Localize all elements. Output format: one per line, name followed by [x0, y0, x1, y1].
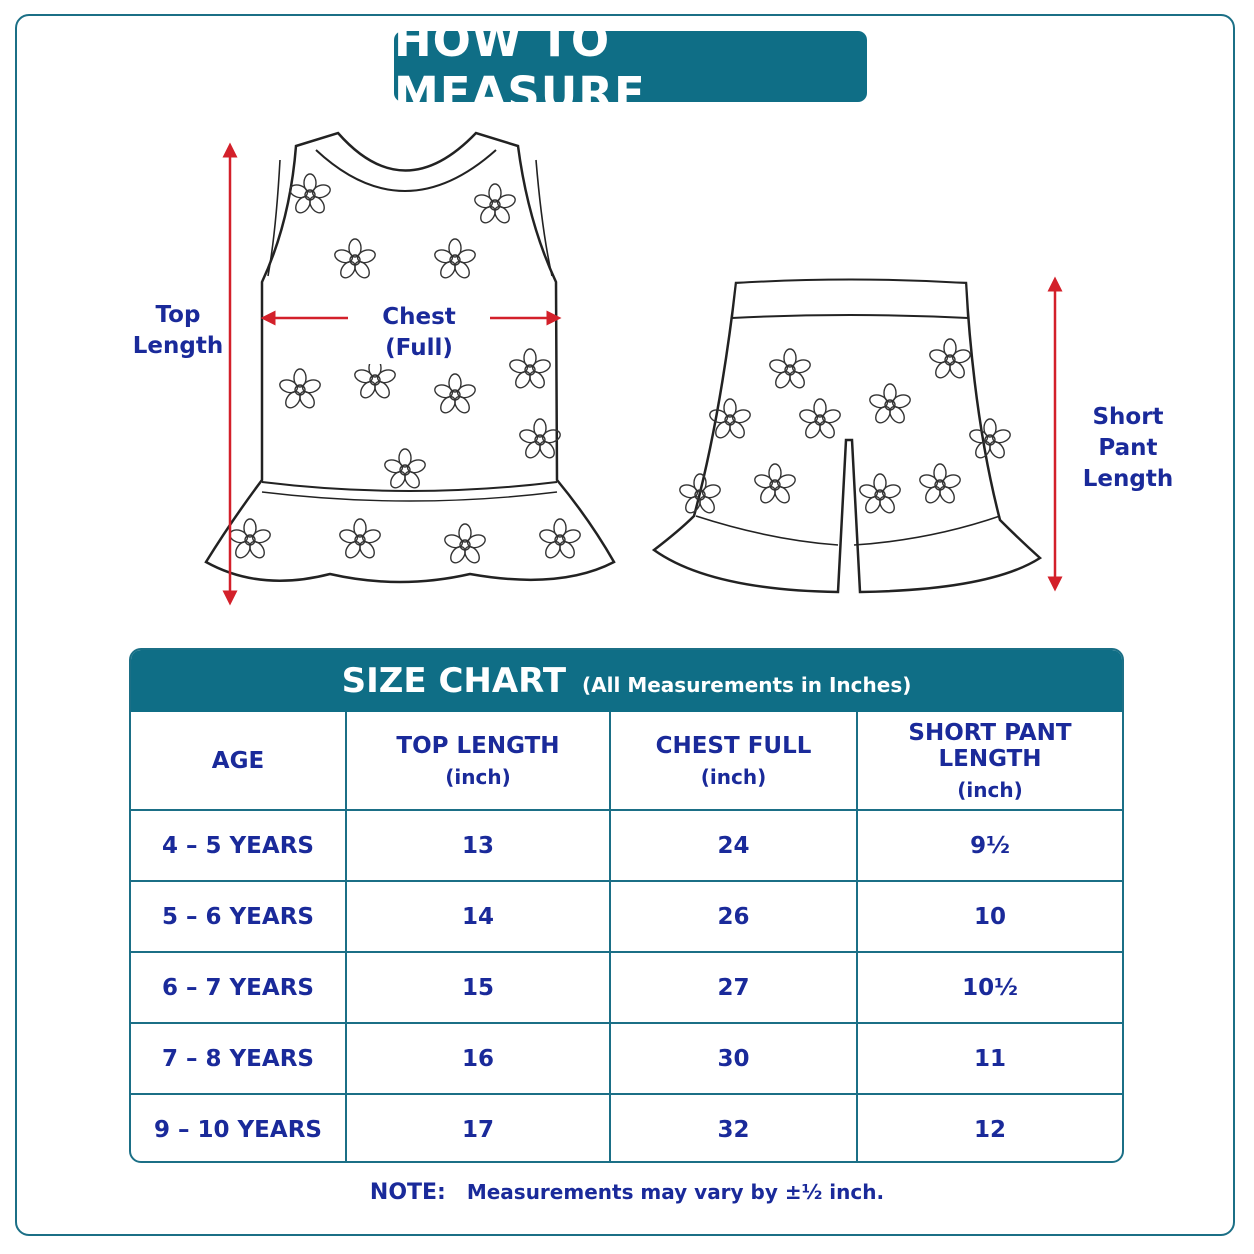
column-header-unit: (inch): [700, 764, 767, 789]
short-pant-length-cell: 11: [857, 1023, 1122, 1094]
banner-title: HOW TO MEASURE: [394, 13, 646, 120]
age-cell: 9 – 10 YEARS: [131, 1094, 346, 1163]
chest-full-cell: 24: [610, 810, 857, 881]
chest-full-cell: 26: [610, 881, 857, 952]
size-chart-header: [131, 650, 1122, 712]
top-length-label-line2: Length: [132, 333, 224, 359]
short-pant-length-cell: 10: [857, 881, 1122, 952]
top-length-cell: 15: [346, 952, 610, 1023]
column-header-unit: (inch): [445, 764, 511, 789]
age-cell: 7 – 8 YEARS: [131, 1023, 346, 1094]
top-length-cell: 16: [346, 1023, 610, 1094]
short-pant-length-cell: 10½: [857, 952, 1122, 1023]
short-pant-length-cell: 12: [857, 1094, 1122, 1163]
top-length-cell: 14: [346, 881, 610, 952]
column-header-label: TOP LENGTH: [396, 732, 560, 759]
note-text: Measurements may vary by ±½ inch.: [466, 1180, 885, 1204]
chest-label: Chest (Full): [350, 302, 488, 364]
column-header-label: AGE: [211, 747, 265, 774]
table-row: [131, 810, 1122, 881]
column-header-age: [131, 712, 346, 810]
column-header-label: CHEST FULL: [655, 732, 812, 759]
size-chart: [129, 648, 1124, 1163]
table-row: [131, 1023, 1122, 1094]
column-header-chest-full: [610, 712, 857, 810]
short-pant-length-label: [1064, 402, 1192, 495]
note-label: NOTE:: [369, 1180, 446, 1205]
size-table: [131, 712, 1122, 1163]
chest-full-cell: 32: [610, 1094, 857, 1163]
short-pant-label-line1: Short Pant: [1092, 404, 1164, 461]
chest-full-cell: 30: [610, 1023, 857, 1094]
age-cell: 6 – 7 YEARS: [131, 952, 346, 1023]
size-chart-subtitle: (All Measurements in Inches): [582, 673, 912, 697]
shorts-garment: [654, 280, 1040, 593]
chest-full-cell: 27: [610, 952, 857, 1023]
table-header-row: [131, 712, 1122, 810]
column-header-label: SHORT PANT LENGTH: [908, 719, 1072, 772]
table-row: [131, 881, 1122, 952]
top-length-cell: 17: [346, 1094, 610, 1163]
top-length-cell: 13: [346, 810, 610, 881]
top-length-label-line1: Top: [155, 302, 201, 328]
age-cell: 4 – 5 YEARS: [131, 810, 346, 881]
table-row: [131, 1094, 1122, 1163]
short-pant-label-line2: Length: [1082, 466, 1174, 492]
size-chart-title: SIZE CHART: [341, 661, 567, 701]
column-header-top-length: [346, 712, 610, 810]
age-cell: 5 – 6 YEARS: [131, 881, 346, 952]
measurement-note: [0, 1180, 1254, 1205]
short-pant-length-cell: 9½: [857, 810, 1122, 881]
column-header-short-pant-length: [857, 712, 1122, 810]
top-length-label: [132, 300, 224, 362]
column-header-unit: (inch): [957, 777, 1023, 802]
table-row: [131, 952, 1122, 1023]
